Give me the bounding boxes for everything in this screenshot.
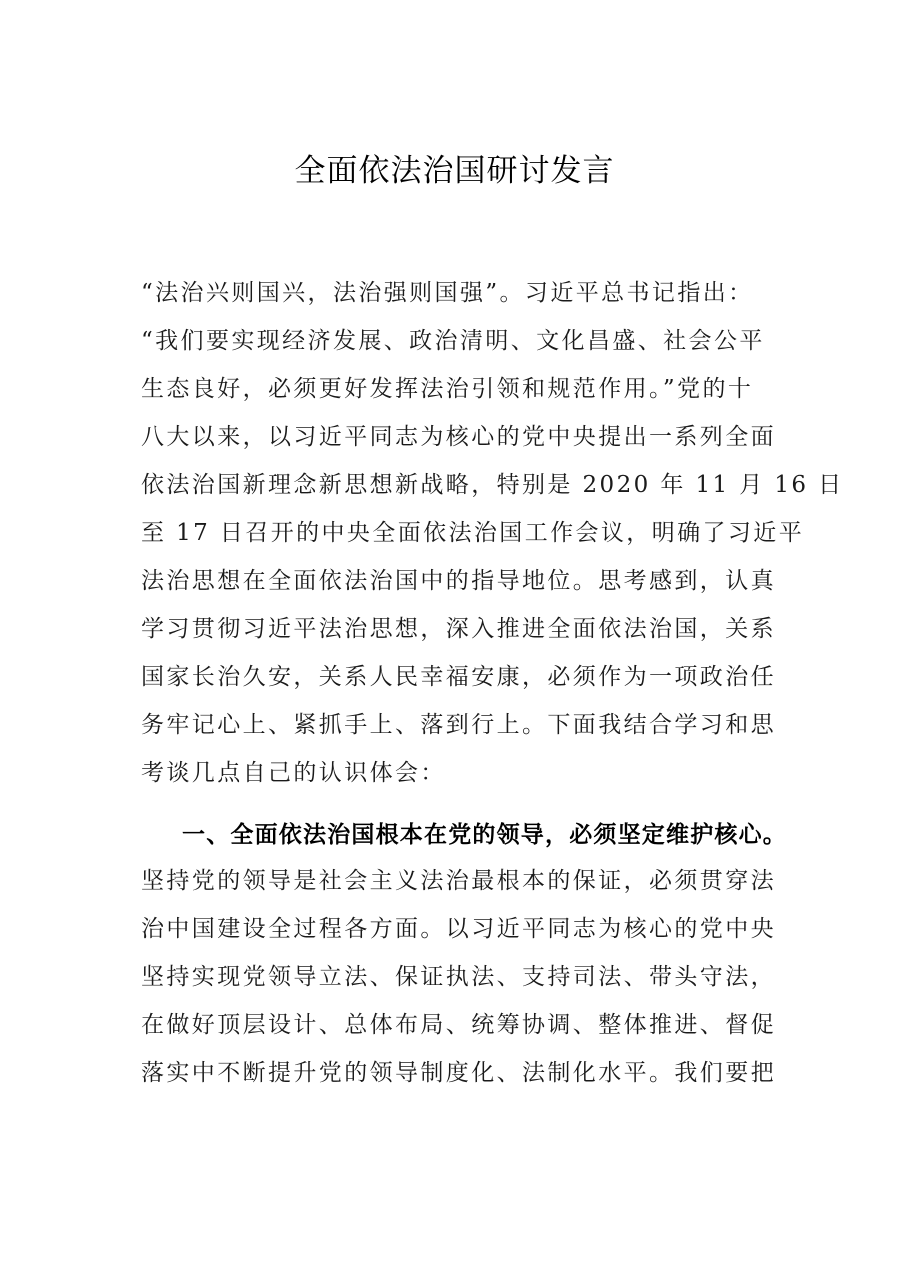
paragraph-line: 落实中不断提升党的领导制度化、法制化水平。我们要把 bbox=[141, 1060, 776, 1086]
paragraph-line: “我们要实现经济发展、政治清明、文化昌盛、社会公平 bbox=[141, 328, 765, 354]
paragraph-line: 学习贯彻习近平法治思想，深入推进全面依法治国，关系 bbox=[141, 616, 776, 642]
paragraph-line: 在做好顶层设计、总体布局、统筹协调、整体推进、督促 bbox=[141, 1012, 776, 1038]
paragraph-line: 生态良好，必须更好发挥法治引领和规范作用。”党的十 bbox=[141, 376, 754, 402]
paragraph-line: “法治兴则国兴，法治强则国强”。习近平总书记指出： bbox=[141, 280, 754, 306]
paragraph-line: 务牢记心上、紧抓手上、落到行上。下面我结合学习和思 bbox=[141, 712, 776, 738]
paragraph-line: 八大以来，以习近平同志为核心的党中央提出一系列全面 bbox=[141, 424, 776, 450]
paragraph-line: 法治思想在全面依法治国中的指导地位。思考感到，认真 bbox=[141, 568, 776, 594]
document-title: 全面依法治国研讨发言 bbox=[294, 153, 615, 189]
paragraph-line: 至 17 日召开的中央全面依法治国工作会议，明确了习近平 bbox=[141, 520, 805, 546]
paragraph-line: 依法治国新理念新思想新战略，特别是 2020 年 11 月 16 日 bbox=[141, 472, 844, 498]
section-heading: 一、全面依法治国根本在党的领导，必须坚定维护核心。 bbox=[182, 822, 787, 848]
paragraph-line: 国家长治久安，关系人民幸福安康，必须作为一项政治任 bbox=[141, 664, 776, 690]
paragraph-line: 坚持党的领导是社会主义法治最根本的保证，必须贯穿法 bbox=[141, 868, 776, 894]
paragraph-line: 治中国建设全过程各方面。以习近平同志为核心的党中央 bbox=[141, 916, 776, 942]
paragraph-line: 坚持实现党领导立法、保证执法、支持司法、带头守法， bbox=[141, 964, 776, 990]
paragraph-line: 考谈几点自己的认识体会： bbox=[141, 760, 446, 786]
